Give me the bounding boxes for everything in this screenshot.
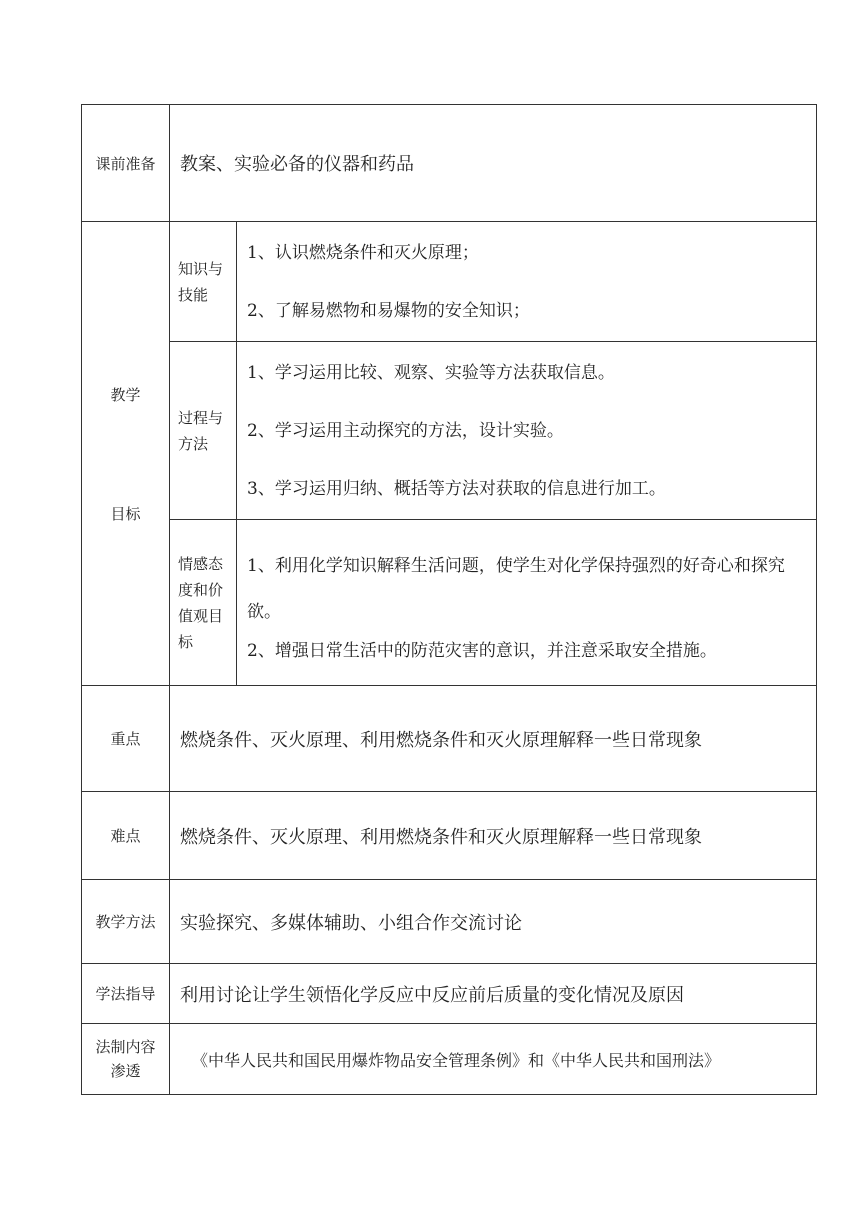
label-goals-top: 教学 [110, 385, 141, 404]
content-difficult: 燃烧条件、灭火原理、利用燃烧条件和灭火原理解释一些日常现象 [170, 792, 817, 880]
knowledge-item-2: 2、了解易燃物和易爆物的安全知识； [247, 300, 530, 321]
label-method: 教学方法 [82, 880, 170, 964]
row-prep [82, 105, 817, 222]
content-key: 燃烧条件、灭火原理、利用燃烧条件和灭火原理解释一些日常现象 [170, 686, 817, 792]
label-guide: 学法指导 [82, 964, 170, 1024]
label-process: 过程与方法 [170, 342, 237, 520]
row-goals-emotion [82, 520, 817, 686]
emotion-item-2: 2、增强日常生活中的防范灾害的意识，并注意采取安全措施。 [247, 640, 717, 661]
row-method [82, 880, 817, 964]
label-knowledge: 知识与技能 [170, 222, 237, 342]
process-item-2: 2、学习运用主动探究的方法，设计实验。 [247, 420, 564, 441]
process-item-3: 3、学习运用归纳、概括等方法对获取的信息进行加工。 [247, 478, 666, 499]
row-goals-knowledge [82, 222, 817, 342]
knowledge-item-1: 1、认识燃烧条件和灭火原理； [247, 242, 479, 263]
lesson-plan-table [81, 104, 817, 1095]
label-difficult: 难点 [82, 792, 170, 880]
row-difficult [82, 792, 817, 880]
content-process [237, 342, 817, 520]
content-method: 实验探究、多媒体辅助、小组合作交流讨论 [170, 880, 817, 964]
row-guide [82, 964, 817, 1024]
row-law [82, 1024, 817, 1095]
label-prep: 课前准备 [82, 105, 170, 222]
row-goals-process [82, 342, 817, 520]
label-law: 法制内容渗透 [82, 1024, 170, 1095]
label-key: 重点 [82, 686, 170, 792]
content-guide: 利用讨论让学生领悟化学反应中反应前后质量的变化情况及原因 [170, 964, 817, 1024]
content-law: 《中华人民共和国民用爆炸物品安全管理条例》和《中华人民共和国刑法》 [170, 1024, 817, 1095]
emotion-item-1: 1、利用化学知识解释生活问题，使学生对化学保持强烈的好奇心和探究欲。 [247, 555, 785, 622]
label-emotion: 情感态度和价值观目标 [170, 520, 237, 686]
label-goals [82, 222, 170, 686]
content-prep: 教案、实验必备的仪器和药品 [170, 105, 817, 222]
content-emotion [237, 520, 817, 686]
content-knowledge [237, 222, 817, 342]
label-goals-bottom: 目标 [110, 504, 141, 523]
row-key [82, 686, 817, 792]
process-item-1: 1、学习运用比较、观察、实验等方法获取信息。 [247, 362, 615, 383]
